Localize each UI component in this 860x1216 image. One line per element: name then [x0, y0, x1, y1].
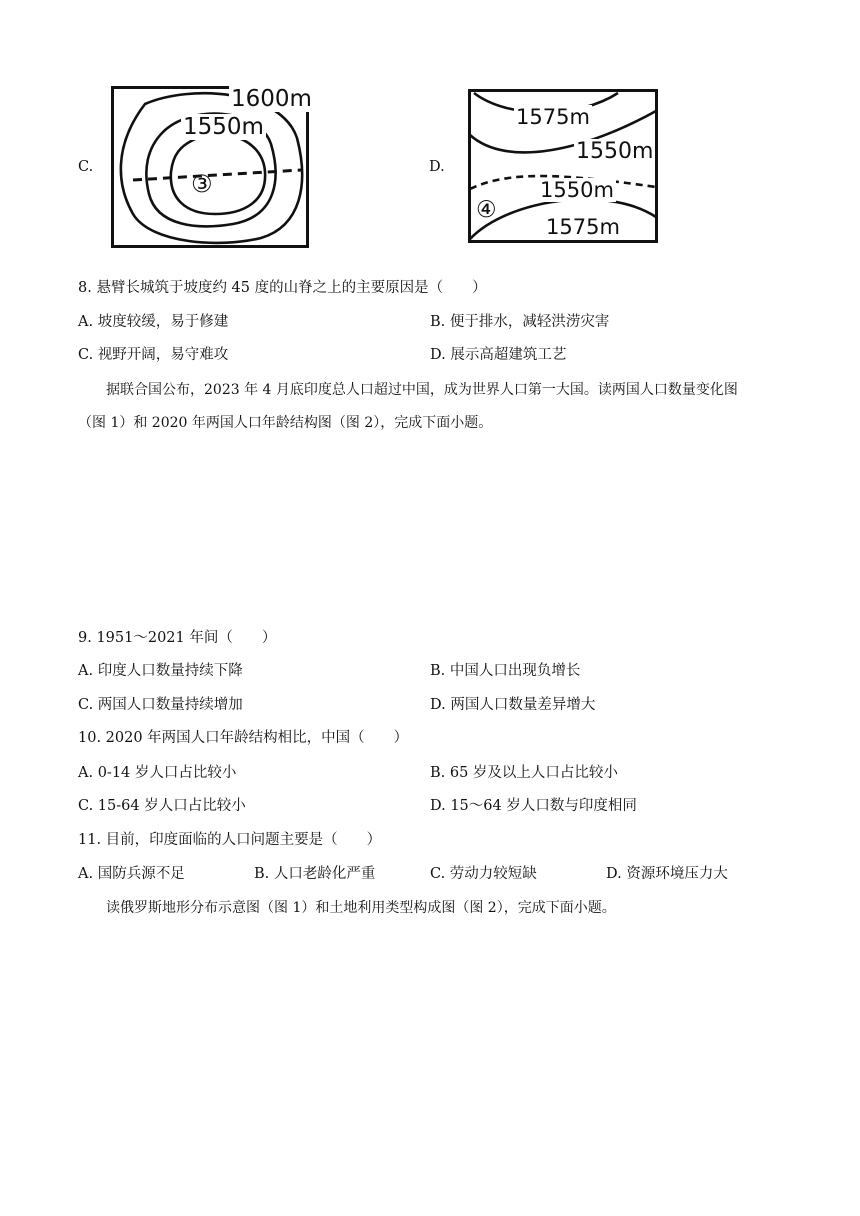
contour-label-1600m: 1600m	[231, 86, 312, 112]
contour-label-1575m-top: 1575m	[516, 105, 590, 129]
option-c-label: C.	[78, 159, 94, 175]
question-9-option-d[interactable]: D. 两国人口数量差异增大	[430, 697, 596, 713]
question-9-option-c[interactable]: C. 两国人口数量持续增加	[78, 697, 243, 713]
russia-passage: 读俄罗斯地形分布示意图（图 1）和土地利用类型构成图（图 2），完成下面小题。	[106, 900, 616, 916]
question-9-option-b[interactable]: B. 中国人口出现负增长	[430, 663, 581, 679]
question-9-stem: 9. 1951～2021 年间（ ）	[78, 630, 277, 646]
contour-label-1550m: 1550m	[183, 114, 264, 140]
question-8-stem: 8. 悬臂长城筑于坡度约 45 度的山脊之上的主要原因是（ ）	[78, 280, 487, 296]
question-11-option-d[interactable]: D. 资源环境压力大	[606, 866, 728, 882]
question-11-option-b[interactable]: B. 人口老龄化严重	[254, 866, 376, 882]
question-11-stem: 11. 目前，印度面临的人口问题主要是（ ）	[78, 832, 382, 848]
question-8-option-c[interactable]: C. 视野开阔，易守难攻	[78, 347, 229, 363]
contour-map-d	[468, 89, 658, 243]
question-8-option-d[interactable]: D. 展示高超建筑工艺	[430, 347, 567, 363]
question-10-option-a[interactable]: A. 0-14 岁人口占比较小	[78, 765, 237, 781]
question-10-option-b[interactable]: B. 65 岁及以上人口占比较小	[430, 765, 618, 781]
population-passage-line-1: 据联合国公布，2023 年 4 月底印度总人口超过中国，成为世界人口第一大国。读两国人口数量变化图	[106, 382, 738, 398]
question-8-option-b[interactable]: B. 便于排水，减轻洪涝灾害	[430, 314, 610, 330]
option-d-label: D.	[429, 159, 445, 175]
contour-label-1550m-upper: 1550m	[576, 139, 654, 164]
point-3-marker: ③	[191, 170, 213, 198]
question-9-option-a[interactable]: A. 印度人口数量持续下降	[78, 663, 243, 679]
question-11-option-a[interactable]: A. 国防兵源不足	[78, 866, 185, 882]
question-10-option-c[interactable]: C. 15-64 岁人口占比较小	[78, 798, 246, 814]
question-10-option-d[interactable]: D. 15～64 岁人口数与印度相同	[430, 798, 637, 814]
contour-label-1575m-bottom: 1575m	[546, 215, 620, 239]
population-passage-line-2: （图 1）和 2020 年两国人口年龄结构图（图 2），完成下面小题。	[78, 415, 493, 431]
question-8-option-a[interactable]: A. 坡度较缓，易于修建	[78, 314, 229, 330]
point-4-marker: ④	[476, 197, 497, 223]
contour-label-1550m-lower: 1550m	[540, 178, 614, 202]
contour-map-c	[111, 86, 312, 248]
question-10-stem: 10. 2020 年两国人口年龄结构相比，中国（ ）	[78, 730, 409, 746]
question-11-option-c[interactable]: C. 劳动力较短缺	[430, 866, 537, 882]
